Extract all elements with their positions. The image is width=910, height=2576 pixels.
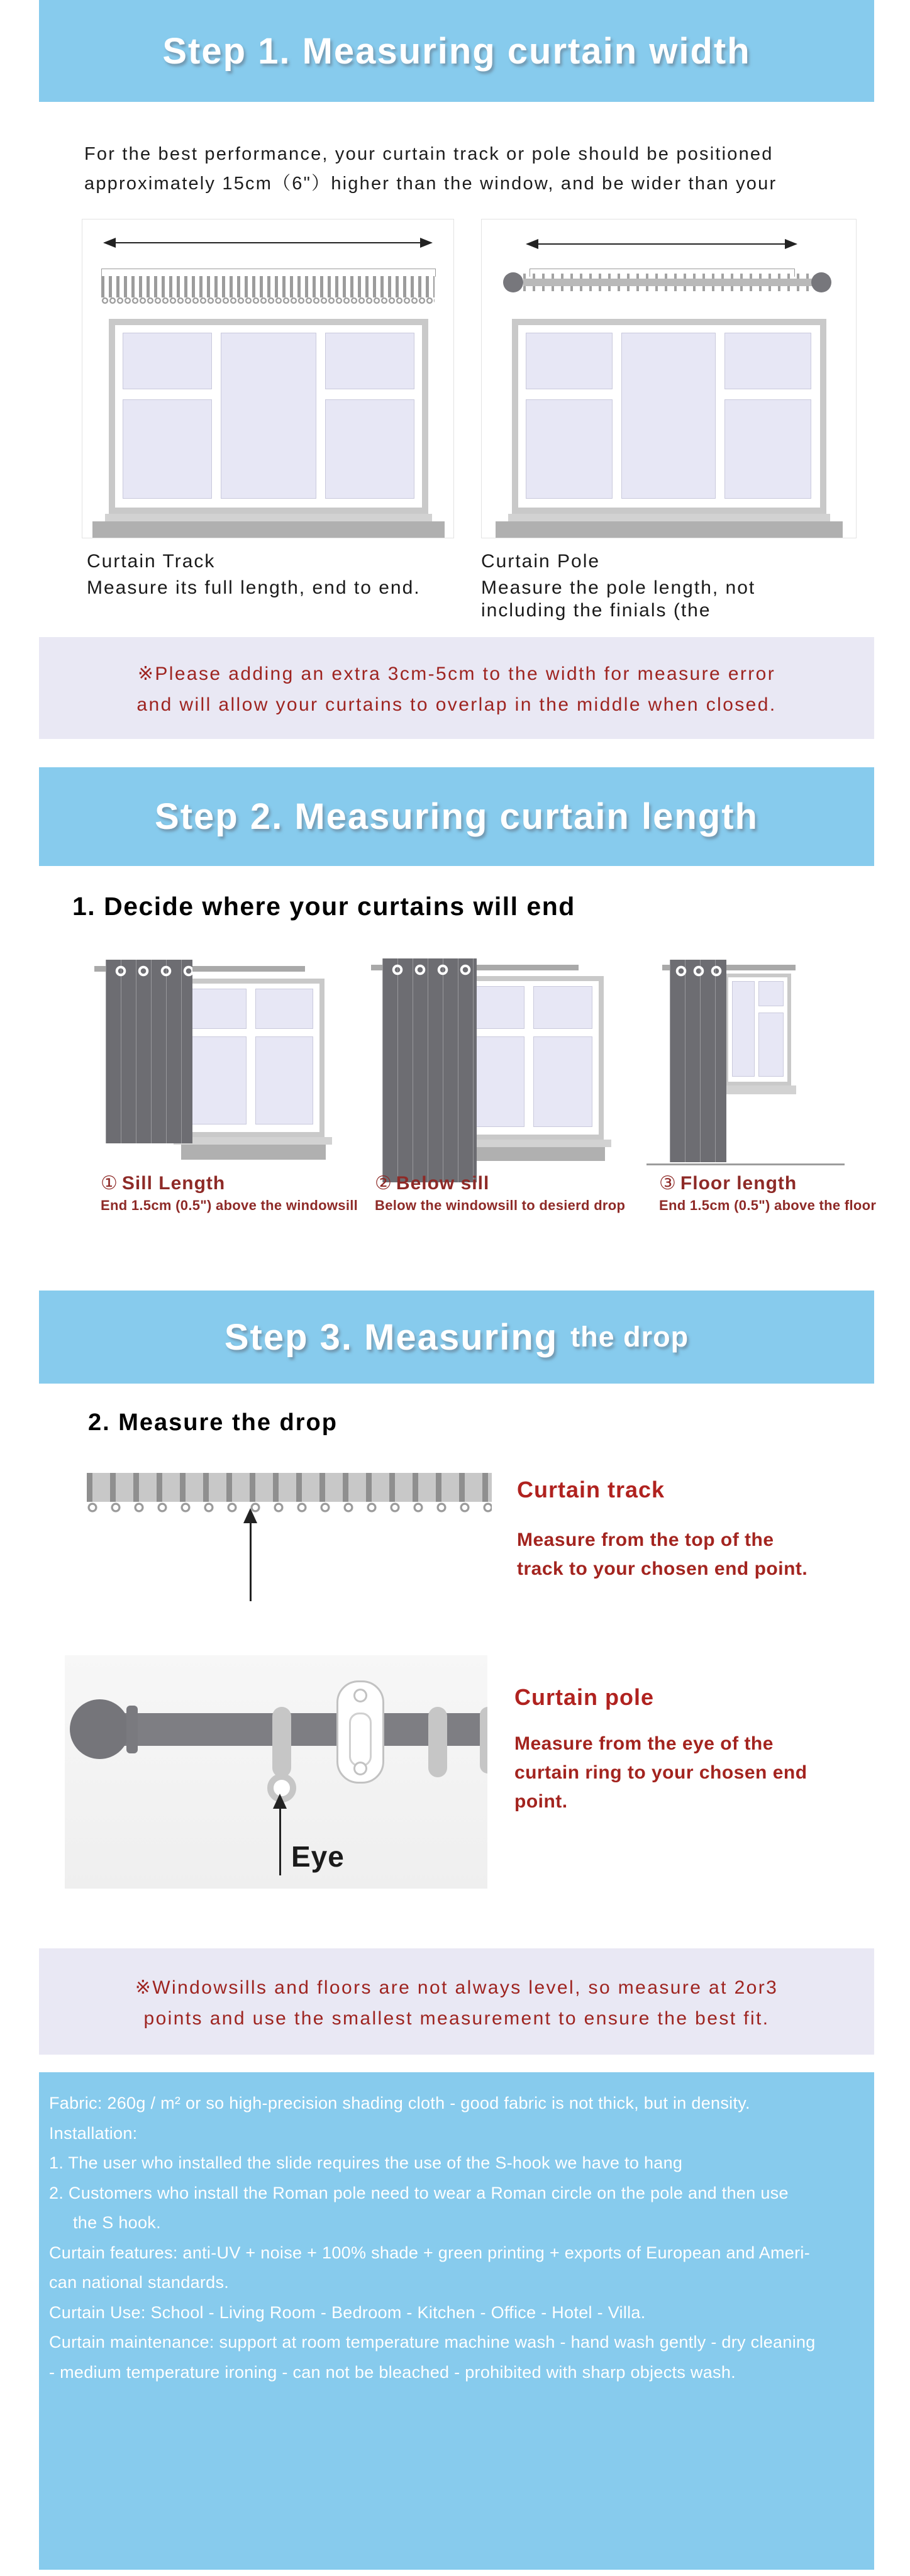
track-hooks	[101, 276, 435, 297]
window-sill-base	[496, 521, 843, 538]
arrow-line	[250, 1521, 252, 1601]
option2-label	[375, 1172, 489, 1194]
step3-banner	[39, 1291, 874, 1384]
pole-bracket-plate	[336, 1680, 384, 1784]
curtain-pole-illustration	[65, 1655, 487, 1889]
eye-label: Eye	[291, 1840, 345, 1873]
curtain-panel	[670, 960, 726, 1162]
window-sill	[105, 514, 432, 521]
note2-line-2: points and use the smallest measurement to ensure the best fit.	[143, 2008, 770, 2029]
curtain-track-diagram	[82, 219, 454, 538]
window-pane	[526, 399, 613, 499]
note2-line-1: ※Windowsills and floors are not always level, so measure at 2or3	[135, 1977, 779, 1998]
intro-line-1: For the best performance, your curtain track or pole should be positioned	[84, 144, 774, 164]
window-pane	[758, 1013, 784, 1077]
step3-banner-subtitle: the drop	[570, 1321, 689, 1353]
pole-finial-collar	[126, 1706, 138, 1753]
window-sill-base	[181, 1145, 326, 1160]
pole-finial-left	[503, 272, 523, 292]
track-ring-eyes	[87, 1502, 492, 1513]
pole-finial-ball	[70, 1699, 130, 1759]
option1-title: Sill Length	[121, 1173, 226, 1194]
window-pane	[191, 1036, 247, 1124]
option3-label	[659, 1172, 797, 1194]
track-caption	[87, 550, 421, 599]
step2-heading: 1. Decide where your curtains will end	[72, 892, 575, 921]
curtain-grommets	[106, 961, 192, 981]
window-illustration	[512, 319, 826, 514]
option1-number: ①	[101, 1173, 118, 1194]
window-pane	[325, 399, 414, 499]
pole-finial-right	[811, 272, 831, 292]
pole-desc-line-1: Measure from the eye of the	[514, 1733, 774, 1754]
bracket-screw-hole	[353, 1762, 367, 1775]
product-info-box	[39, 2072, 874, 2570]
window-sill	[174, 1137, 332, 1145]
window-pane	[255, 989, 313, 1029]
curtain-length-options	[0, 956, 910, 1182]
info-line: Curtain features: anti-UV + noise + 100% shade + green printing + exports of European and Ameri-	[49, 2243, 811, 2262]
note1-line-1: ※Please adding an extra 3cm-5cm to the width for measure error	[137, 663, 776, 684]
info-line: Curtain maintenance: support at room temperature machine wash - hand wash gently - dry cleaning	[49, 2333, 816, 2351]
curtain-ring	[272, 1707, 291, 1777]
window-pane	[255, 1036, 313, 1124]
curtain-panel	[106, 960, 192, 1143]
option3-number: ③	[659, 1173, 677, 1194]
width-arrow-icon	[527, 243, 796, 245]
option3-title: Floor length	[680, 1173, 797, 1194]
curtain-ring	[428, 1707, 447, 1777]
step1-banner	[39, 0, 874, 102]
width-measure-note	[39, 637, 874, 739]
pole-bar	[523, 279, 815, 286]
info-line: 2. Customers who install the Roman pole need to wear a Roman circle on the pole and then use	[49, 2183, 789, 2202]
pole-caption-title: Curtain Pole	[481, 551, 601, 572]
pole-desc-line-2: curtain ring to your chosen end	[514, 1762, 807, 1783]
pole-caption-desc-2: including the finials (the	[481, 600, 711, 621]
window-pane	[724, 333, 811, 389]
info-line: - medium temperature ironing - can not be bleached - prohibited with sharp objects wash.	[49, 2362, 736, 2382]
step2-banner-title: Step 2. Measuring curtain length	[155, 796, 758, 837]
option2-title: Below sill	[396, 1173, 490, 1194]
window-pane	[732, 981, 755, 1077]
track-ring-eyes	[101, 296, 435, 305]
curtain-track-illustration	[87, 1473, 492, 1502]
step1-intro-paragraph	[84, 140, 777, 199]
track-section-title: Curtain track	[517, 1477, 665, 1502]
curtain-grommets	[670, 961, 726, 981]
option3-desc: End 1.5cm (0.5") above the floor	[659, 1197, 877, 1213]
arrow-line	[279, 1806, 281, 1875]
track-section-desc	[517, 1526, 807, 1584]
curtain-ring	[480, 1707, 487, 1774]
option2-number: ②	[375, 1173, 392, 1194]
track-caption-desc: Measure its full length, end to end.	[87, 577, 421, 598]
pole-section-title: Curtain pole	[514, 1684, 655, 1710]
window-illustration	[458, 976, 604, 1140]
intro-line-2: approximately 15cm（6"）higher than the window, and be wider than your	[84, 174, 777, 194]
info-line: Installation:	[49, 2123, 138, 2143]
window-illustration	[109, 319, 428, 514]
option1-desc: End 1.5cm (0.5") above the windowsill	[101, 1197, 358, 1213]
pole-caption-desc-1: Measure the pole length, not	[481, 577, 756, 598]
step2-banner	[39, 767, 874, 866]
window-pane	[221, 333, 316, 499]
track-desc-line-2: track to your chosen end point.	[517, 1558, 808, 1579]
window-pane	[123, 333, 212, 389]
window-pane	[533, 1036, 592, 1127]
window-sill	[719, 1085, 796, 1094]
curtain-pole-diagram	[481, 219, 857, 538]
window-pane	[526, 333, 613, 389]
window-pane	[621, 333, 716, 499]
window-illustration	[724, 974, 791, 1085]
info-line: the S hook.	[73, 2213, 161, 2232]
pole-desc-line-3: point.	[514, 1791, 568, 1812]
pole-caption	[481, 550, 755, 622]
track-desc-line-1: Measure from the top of the	[517, 1530, 774, 1550]
info-line: can national standards.	[49, 2273, 230, 2292]
window-sill-base	[92, 521, 445, 538]
window-pane	[325, 333, 414, 389]
step1-banner-title: Step 1. Measuring curtain width	[162, 30, 751, 72]
option1-label	[101, 1172, 225, 1194]
note1-line-2: and will allow your curtains to overlap in the middle when closed.	[136, 694, 777, 715]
track-caption-title: Curtain Track	[87, 551, 216, 572]
window-pane	[123, 399, 212, 499]
window-sill	[508, 514, 830, 521]
bracket-screw-hole	[353, 1689, 367, 1702]
level-measure-note	[39, 1948, 874, 2055]
bracket-slot	[349, 1713, 372, 1767]
width-arrow-icon	[104, 242, 431, 243]
info-line: Curtain Use: School - Living Room - Bedroom - Kitchen - Office - Hotel - Villa.	[49, 2302, 646, 2322]
step3-heading: 2. Measure the drop	[88, 1409, 338, 1436]
window-pane	[533, 986, 592, 1029]
window-illustration	[181, 979, 325, 1137]
curtain-panel	[382, 958, 477, 1182]
pole-section-desc	[514, 1729, 807, 1816]
window-pane	[724, 399, 811, 499]
window-sill-base	[458, 1147, 605, 1161]
curtain-grommets	[382, 960, 477, 980]
step3-banner-title: Step 3. Measuring	[224, 1316, 558, 1358]
info-line: 1. The user who installed the slide requires the use of the S-hook we have to hang	[49, 2153, 683, 2172]
floor-line	[646, 1163, 845, 1165]
window-pane	[758, 981, 784, 1006]
option2-desc: Below the windowsill to desierd drop	[375, 1197, 626, 1213]
info-line: Fabric: 260g / m² or so high-precision shading cloth - good fabric is not thick, but in density.	[49, 2094, 750, 2112]
window-pane	[191, 989, 247, 1029]
